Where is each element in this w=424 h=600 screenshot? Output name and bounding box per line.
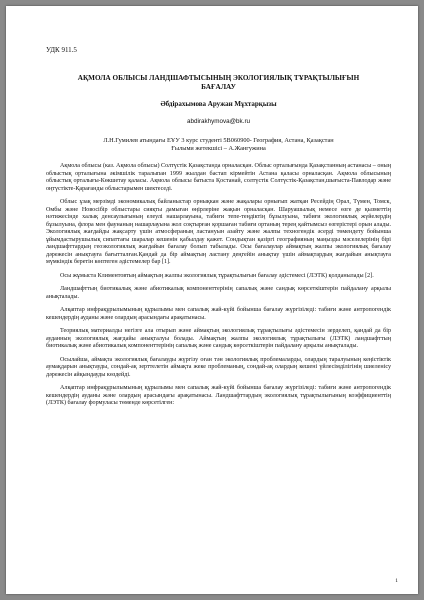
body-paragraph: Алқаптар инфрақұрылымының құрылымы мен сапалық жай-күйі бойынша бағалау жүргізіледі: табиғи және антропогендік кешендердің ауданы және олардың арасындағы арақатынасы. Ландшафттардың экологиялық тұрақтылығының коэффициенттің (ЛЭТК) бағалау формуласы төменде көрсетілген: xyxy=(46,385,391,407)
page-content xyxy=(46,46,391,414)
author-email[interactable]: abdirakhymova@bk.ru xyxy=(186,118,251,126)
body-paragraph: Теориялық материалды негізге ала отырып және аймақтың экологиялық тұрақтылығы әдістемесін зерделеп, қандай да бір ауданның экологиялық жағдайы анықталуы болады. Аймақтың жалпы экологиялық тұрақтылығы (ЛЭТК) ландшафттың биотикалық және абиотикалық компоненттерінің сапалық және сандық көрсеткіштерін пайдалану арқылы анықталады. xyxy=(46,328,391,350)
body-paragraph: Облыс ұзақ мерзімді экономикалық байланыстар орнықкан және жақалары орнығып жатқан Ресейдің Орал, Түмен, Томск, Омбы және Новосібір облыстары сияқты дамыған өңірлеріне жақын орналасқан. Шаруашылық немесе өзге де қызметтің нәтижесінде халық денсаулығының елеулі нашарлауына, табиғи тепе-теңдіктің бұзылуына, табиғи экологиялық жүйелердің бұзылуына, флора мен фаунаның нашарлауына жол соқтырған қоршаған табиғи ортаның терең қайтымсыз өзгерістері орын алады. Экологиялық жағдайды жақсарту үшін атмосфераның ластануын азайту және жалпы техногендік әсерді төмендету бойынша ұйымдастырушылық сипаттағы шаралар кешенін қабылдау қажет. Сондықтан қазіргі географияның маңызды мәселелерінің бірі ландшафттардың геоэкологиялық жағдайын бағалау болып табылады. Осы бағалаулар аймақтың жалпы экологиялық бағалау дәрежесін анықтауға бағытталған.Қандай да бір аймақтың ластану деңгейін анықтау үшін аймақтардың жағдайын анықтауға мүмкіндік беретін көптеген әдістемелер бар [1]. xyxy=(46,199,391,266)
author-name: Әбдірахымова Аружан Мұхтарқызы xyxy=(160,100,277,109)
body-paragraph: Ландшафттың биотикалық және абиотикалық компоненттерінің сапалық және сандық көрсеткіштерін пайдалану арқылы анықталады. xyxy=(46,286,391,300)
body-paragraph: Алқаптар инфрақұрылымының құрылымы мен сапалық жай-күйі бойынша бағалау жүргізіледі: табиғи және антропогендік кешендердің ауданы және олардың арасындағы арақатынасы. xyxy=(46,307,391,321)
affiliation-line: Л.Н.Гумилев атындағы ЕҰУ 3 курс студенті 5В060900- География, Астана, Қазақстан xyxy=(103,137,334,145)
paper-title: АҚМОЛА ОБЛЫСЫ ЛАНДШАФТЫСЫНЫҢ ЭКОЛОГИЯЛЫҚ ТҰРАҚТЫЛЫҒЫН БАҒАЛАУ xyxy=(77,74,360,91)
author-affiliation xyxy=(46,137,391,152)
body-paragraph: Осы жұмыста Климентовтың аймақтың жалпы экологиялық тұрақтылығын бағалау әдістемесі (ЛЭТК) қолданылады [2]. xyxy=(60,272,374,279)
supervisor-line: Ғылыми жетекшісі – А.Жангужина xyxy=(171,144,266,152)
page-number: 1 xyxy=(395,578,398,584)
body-paragraph: Осылайша, аймақта экологиялық бағалауды жүргізу оған тән экологиялық проблемаларды, олардың таралуының кеңістіктік аумақдарын анықтауды, сондай-ақ зерттелетін аймақта жеке проблеманың, сондай-ақ олардың кешені үйлесімділігінің шиеленісу дәрежесін айқындауды көздейді. xyxy=(46,356,391,378)
document-page xyxy=(6,6,418,594)
udc-code: УДК 911.5 xyxy=(46,46,77,54)
body-paragraph: Ақмола облысы (каз. Ақмола облысы) Солтүстік Қазақстанда орналасқан. Облыс орталығында Қазақстанның астанасы – оның облыстық орталығына әкімшілік таралыпан 1999 жылдан бастап кірмейтін Астана қаласы орналасқан. Ақмола облысының облыстық орталығы-Көкшетау қаласы. Ақмола облысы батыста Қостанай, солтүстік Солтүстік-Қазақстан,шығыста-Павлодар және оңтүстікте-Қарағанды облыстарымен шектеседі. xyxy=(46,163,391,192)
